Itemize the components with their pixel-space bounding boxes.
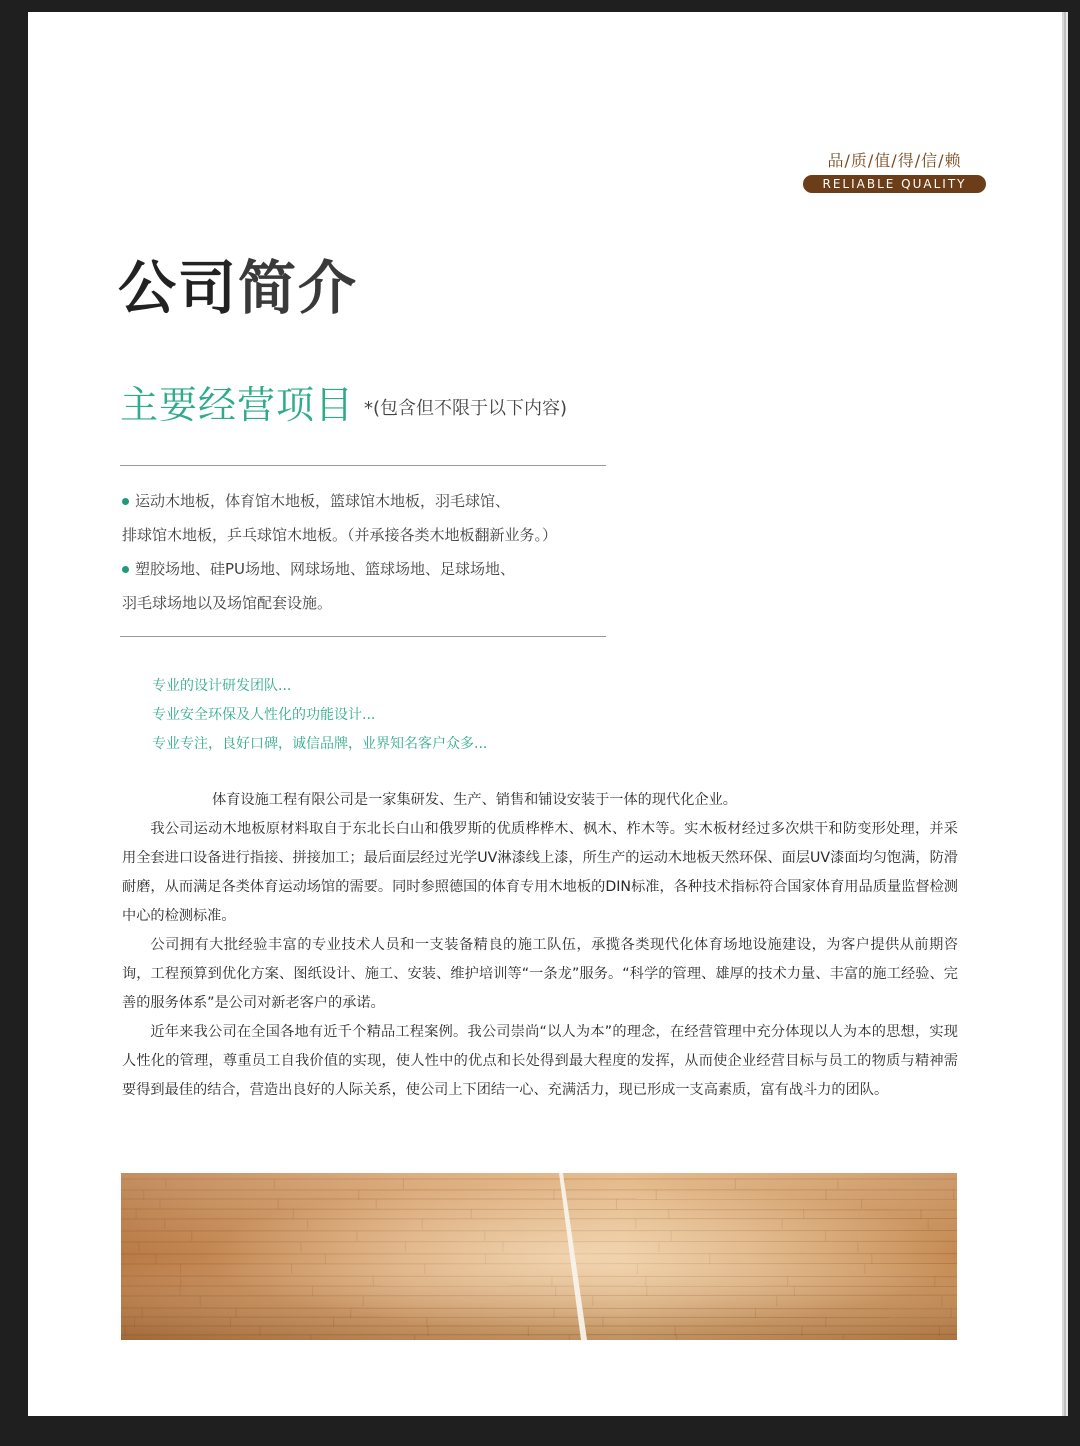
feature-highlights bbox=[152, 672, 487, 759]
divider-bottom bbox=[120, 636, 606, 637]
company-description bbox=[122, 786, 958, 1105]
feature-item: 专业安全环保及人性化的功能设计... bbox=[152, 707, 376, 723]
paragraph: 公司拥有大批经验丰富的专业技术人员和一支装备精良的施工队伍，承揽各类现代化体育场地设施建设，为客户提供从前期咨询，工程预算到优化方案、图纸设计、施工、安装、维护培训等“一条龙”服务。“科学的管理、雄厚的技术力量、丰富的施工经验、完善的服务体系”是公司对新老客户的承诺。 bbox=[122, 937, 958, 1011]
wood-floor-image bbox=[121, 1173, 957, 1340]
list-item-continuation: 排球馆木地板，乒乓球馆木地板。（并承接各类木地板翻新业务。） bbox=[122, 526, 558, 544]
business-scope-list bbox=[122, 484, 622, 620]
page-title-part1: 公司 bbox=[118, 254, 239, 322]
section-title: 主要经营项目 bbox=[120, 383, 355, 427]
page-title bbox=[118, 252, 358, 324]
wood-floor-photo bbox=[121, 1173, 957, 1340]
feature-item: 专业的设计研发团队... bbox=[152, 678, 292, 694]
section-heading bbox=[120, 380, 567, 430]
feature-item: 专业专注，良好口碑，诚信品牌，业界知名客户众多... bbox=[152, 736, 488, 752]
list-item-continuation: 羽毛球场地以及场馆配套设施。 bbox=[122, 594, 333, 612]
section-note: *(包含但不限于以下内容) bbox=[364, 398, 568, 419]
tagline-english-badge: RELIABLE QUALITY bbox=[803, 175, 986, 193]
paragraph: 我公司运动木地板原材料取自于东北长白山和俄罗斯的优质桦桦木、枫木、柞木等。实木板材经过多次烘干和防变形处理，并采用全套进口设备进行指接、拼接加工；最后面层经过光学UV淋漆线上漆，所生产的运动木地板天然环保、面层UV漆面均匀饱满，防滑耐磨，从而满足各类体育运动场馆的需要。同时参照德国的体育专用木地板的DIN标准，各种技术指标符合国家体育用品质量监督检测中心的检测标准。 bbox=[122, 821, 958, 924]
list-item: 塑胶场地、硅PU场地、网球场地、篮球场地、足球场地、 bbox=[122, 552, 622, 586]
bullet-dot-icon bbox=[122, 566, 129, 573]
bullet-dot-icon bbox=[122, 498, 129, 505]
divider-top bbox=[120, 465, 606, 466]
list-item: 运动木地板，体育馆木地板，篮球馆木地板，羽毛球馆、 bbox=[122, 484, 622, 518]
paragraph: 体育设施工程有限公司是一家集研发、生产、销售和铺设安装于一体的现代化企业。 bbox=[212, 792, 737, 808]
page-title-part2: 简介 bbox=[238, 254, 359, 322]
quality-tagline bbox=[803, 150, 986, 193]
paragraph: 近年来我公司在全国各地有近千个精品工程案例。我公司崇尚“以人为本”的理念，在经营管理中充分体现以人为本的思想，实现人性化的管理，尊重员工自我价值的实现，使人性中的优点和长处得到最大程度的发挥，从而使企业经营目标与员工的物质与精神需要得到最佳的结合，营造出良好的人际关系，使公司上下团结一心、充满活力，现已形成一支高素质，富有战斗力的团队。 bbox=[122, 1024, 958, 1098]
tagline-chinese: 品/质/值/得/信/赖 bbox=[827, 151, 962, 170]
